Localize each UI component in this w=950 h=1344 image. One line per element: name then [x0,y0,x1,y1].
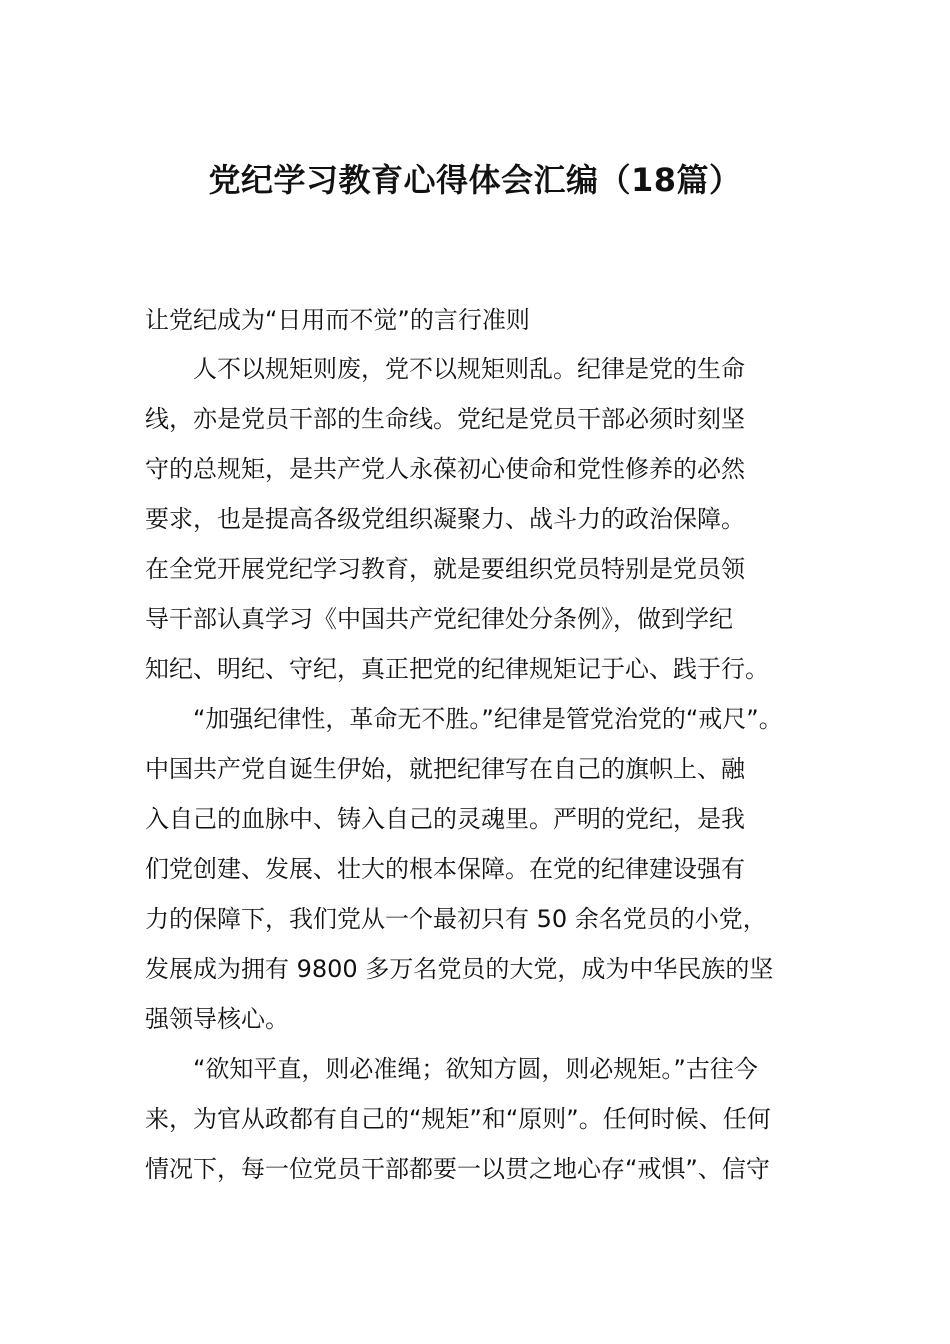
article-subtitle: 让党纪成为“日用而不觉”的言行准则 [145,306,530,334]
text-line: 线，亦是党员干部的生命线。党纪是党员干部必须时刻坚 [145,405,745,433]
text-line: 们党创建、发展、壮大的根本保障。在党的纪律建设强有 [145,855,745,883]
text-line: 知纪、明纪、守纪，真正把党的纪律规矩记于心、践于行。 [145,655,769,683]
text-line: 发展成为拥有 9800 多万名党员的大党，成为中华民族的坚 [145,955,774,983]
text-line: 入自己的血脉中、铸入自己的灵魂里。严明的党纪，是我 [145,805,745,833]
text-line: 力的保障下，我们党从一个最初只有 50 余名党员的小党， [145,905,767,933]
text-line: 在全党开展党纪学习教育，就是要组织党员特别是党员领 [145,555,745,583]
text-line: 导干部认真学习《中国共产党纪律处分条例》，做到学纪 [145,605,733,633]
text-line: 情况下，每一位党员干部都要一以贯之地心存“戒惧”、信守 [145,1155,770,1183]
text-line: “加强纪律性，革命无不胜。”纪律是管党治党的“戒尺”。 [193,705,783,733]
text-line: 强领导核心。 [145,1005,289,1033]
text-line: “欲知平直，则必准绳；欲知方圆，则必规矩。”古往今 [193,1055,758,1083]
text-line: 中国共产党自诞生伊始，就把纪律写在自己的旗帜上、融 [145,755,745,783]
text-line: 要求，也是提高各级党组织凝聚力、战斗力的政治保障。 [145,505,745,533]
document-title: 党纪学习教育心得体会汇编（18篇） [208,161,742,199]
text-line: 人不以规矩则废，党不以规矩则乱。纪律是党的生命 [193,355,745,383]
text-line: 来，为官从政都有自己的“规矩”和“原则”。任何时候、任何 [145,1105,771,1133]
text-line: 守的总规矩，是共产党人永葆初心使命和党性修养的必然 [145,455,745,483]
